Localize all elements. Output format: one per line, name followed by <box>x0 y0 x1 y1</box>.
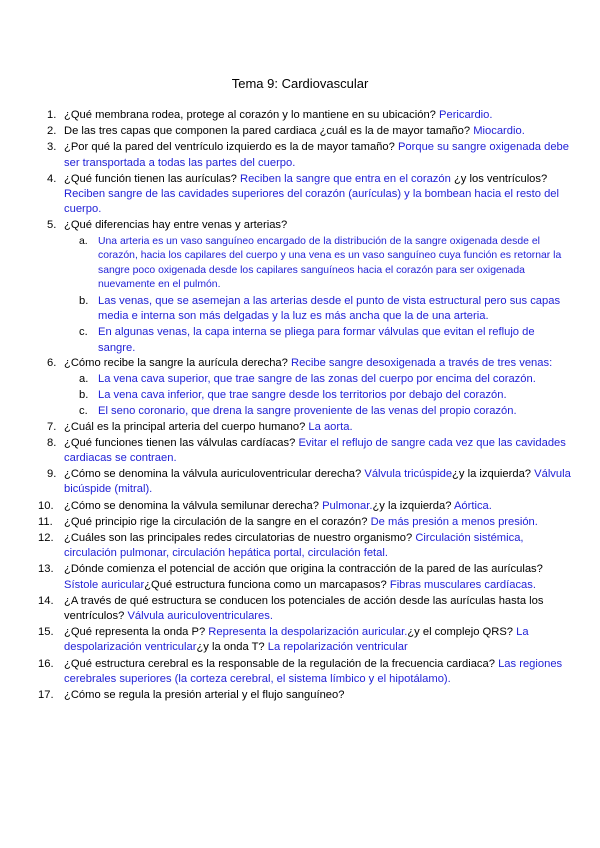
question-11 <box>33 515 573 530</box>
question-1 <box>33 108 573 123</box>
question-9 <box>33 467 573 497</box>
question-10 <box>33 499 573 514</box>
question-number: 17. <box>38 689 54 702</box>
answer-text-2: La despolarización ventricular <box>64 626 529 654</box>
sub-letter: b. <box>79 389 89 402</box>
question-3 <box>33 140 573 170</box>
answer-text-2: Válvula bicúspide (mitral). <box>64 468 571 496</box>
sub-answer-6b <box>79 388 573 403</box>
question-number: 13. <box>38 563 54 576</box>
question-number: 7. <box>47 420 57 433</box>
sub-answer-text: Las venas, que se asemejan a las arterias desde el punto de vista estructural pero sus capas media e interna son más delgadas y la luz es más ancha que la de una arteria. <box>98 295 561 323</box>
answer-text: Porque su sangre oxigenada debe ser transportada a todas las partes del cuerpo. <box>64 141 570 169</box>
question-text: ¿Cuáles son las principales redes circulatorias de nuestro organismo? <box>64 532 413 545</box>
answer-text: Válvula tricúspide <box>364 468 453 481</box>
sub-answer-5a <box>79 235 573 293</box>
answer-text: Pericardio. <box>439 109 493 121</box>
question-text: ¿Cómo recibe la sangre la aurícula derecha? <box>64 356 288 369</box>
answer-text: Miocardio. <box>473 125 525 138</box>
sub-letter: b. <box>79 295 89 307</box>
question-text: ¿Qué membrana rodea, protege al corazón y lo mantiene en su ubicación? <box>64 109 436 121</box>
question-number: 15. <box>38 626 54 639</box>
answer-text: Reciben la sangre que entra en el corazón <box>240 172 451 185</box>
question-12 <box>33 531 573 561</box>
question-6 <box>33 356 573 371</box>
question-number: 9. <box>47 468 57 481</box>
question-14 <box>33 594 573 624</box>
question-text: De las tres capas que componen la pared cardiaca ¿cuál es la de mayor tamaño? <box>64 125 471 138</box>
answer-text: Evitar el reflujo de sangre cada vez que las cavidades cardiacas se contraen. <box>64 436 566 465</box>
question-text: ¿Dónde comienza el potencial de acción que origina la contracción de la pared de las aurículas? <box>64 563 543 576</box>
question-text-2: ¿y los ventrículos? <box>453 172 548 185</box>
sub-answer-6c <box>79 404 573 419</box>
question-number: 11. <box>38 515 53 528</box>
answer-text: Las regiones cerebrales superiores (la corteza cerebral, el sistema límbico y el hipotálamo). <box>64 657 563 685</box>
question-8 <box>33 436 573 466</box>
question-text-2: ¿y el complejo QRS? <box>407 626 514 639</box>
question-7 <box>33 420 573 435</box>
question-text: ¿Qué funciones tienen las válvulas cardíacas? <box>64 436 296 449</box>
question-list <box>33 108 573 704</box>
question-text: ¿Qué principio rige la circulación de la sangre en el corazón? <box>64 515 368 528</box>
answer-text: La aorta. <box>308 420 353 433</box>
question-number: 16. <box>38 657 54 670</box>
answer-text-3: La repolarización ventricular <box>267 641 408 654</box>
sub-answer-text: El seno coronario, que drena la sangre proveniente de las venas del propio corazón. <box>98 405 517 418</box>
question-number: 14. <box>38 594 54 607</box>
question-text: ¿Cómo se regula la presión arterial y el flujo sanguíneo? <box>64 689 345 702</box>
question-text: ¿Cómo se denomina la válvula auriculoventricular derecha? <box>64 468 362 481</box>
question-text-2: ¿y la izquierda? <box>452 468 532 481</box>
answer-text: Recibe sangre desoxigenada a través de tres venas: <box>290 356 553 369</box>
page-title: Tema 9: Cardiovascular <box>231 76 369 91</box>
sub-answer-text: En algunas venas, la capa interna se pliega para formar válvulas que evitan el reflujo de sangre. <box>98 326 535 354</box>
question-text: ¿Qué diferencias hay entre venas y arterias? <box>64 219 288 232</box>
sub-letter: a. <box>79 235 88 247</box>
answer-text-2: Reciben sangre de las cavidades superiores del corazón (aurículas) y la bombean hacia el resto del cuerpo. <box>64 188 560 216</box>
sub-letter: c. <box>79 405 88 418</box>
sub-letter: c. <box>79 326 88 339</box>
sub-answer-text: La vena cava superior, que trae sangre de las zonas del cuerpo por encima del corazón. <box>98 373 536 386</box>
question-5 <box>33 218 573 233</box>
question-number: 5. <box>47 219 57 232</box>
question-text: ¿Qué estructura cerebral es la responsable de la regulación de la frecuencia cardiaca? <box>64 657 495 670</box>
question-number: 12. <box>38 532 54 545</box>
question-text-2: ¿y la izquierda? <box>372 499 452 512</box>
question-text: ¿Qué función tienen las aurículas? <box>64 172 237 185</box>
question-number: 8. <box>47 436 57 449</box>
sub-answer-6a <box>79 372 573 387</box>
question-16 <box>33 657 573 687</box>
sub-letter: a. <box>79 373 89 386</box>
question-17 <box>33 688 573 703</box>
answer-text: Circulación sistémica, circulación pulmonar, circulación hepática portal, circulación fetal. <box>64 532 524 560</box>
question-4 <box>33 172 573 218</box>
question-number: 2. <box>47 125 57 138</box>
question-text-3: ¿y la onda T? <box>196 641 265 654</box>
question-text: ¿Qué representa la onda P? <box>64 626 206 639</box>
answer-text: Pulmonar. <box>322 499 373 512</box>
question-text: ¿Cómo se denomina la válvula semilunar derecha? <box>64 499 319 512</box>
answer-text-2: Fibras musculares cardíacas. <box>389 578 536 591</box>
question-text: ¿A través de qué estructura se conducen los potenciales de acción desde las aurículas hasta los ventrículos? <box>64 594 544 623</box>
sub-answer-5b <box>79 294 573 324</box>
question-text-2: ¿Qué estructura funciona como un marcapasos? <box>144 578 387 591</box>
answer-text: Representa la despolarización auricular. <box>208 626 408 639</box>
answer-text: Sístole auricular <box>64 578 145 591</box>
question-text: ¿Por qué la pared del ventrículo izquierdo es la de mayor tamaño? <box>64 141 395 154</box>
question-number: 6. <box>47 356 57 369</box>
answer-text: De más presión a menos presión. <box>370 515 538 528</box>
sub-answer-5c <box>79 325 573 355</box>
question-15 <box>33 625 573 655</box>
question-number: 4. <box>47 172 57 185</box>
answer-text: Válvula auriculoventriculares. <box>127 610 273 623</box>
question-number: 10. <box>38 499 54 512</box>
question-2 <box>33 124 573 139</box>
question-number: 3. <box>47 141 57 154</box>
question-text: ¿Cuál es la principal arteria del cuerpo humano? <box>64 420 306 433</box>
sub-answer-text: Una arteria es un vaso sanguíneo encargado de la distribución de la sangre oxigenada desde el corazón, hacia los capilares del cuerpo y una vena es un vaso sanguíneo cuya función es retornar la sangre poco oxigenada desde los capilares sanguíneos hacia el corazón para ser oxigenada nuevamente en el pulmón. <box>98 235 562 291</box>
question-13 <box>33 562 573 592</box>
question-number: 1. <box>47 109 57 121</box>
answer-text-2: Aórtica. <box>453 499 492 512</box>
sub-answer-text: La vena cava inferior, que trae sangre desde los territorios por debajo del corazón. <box>98 389 507 402</box>
